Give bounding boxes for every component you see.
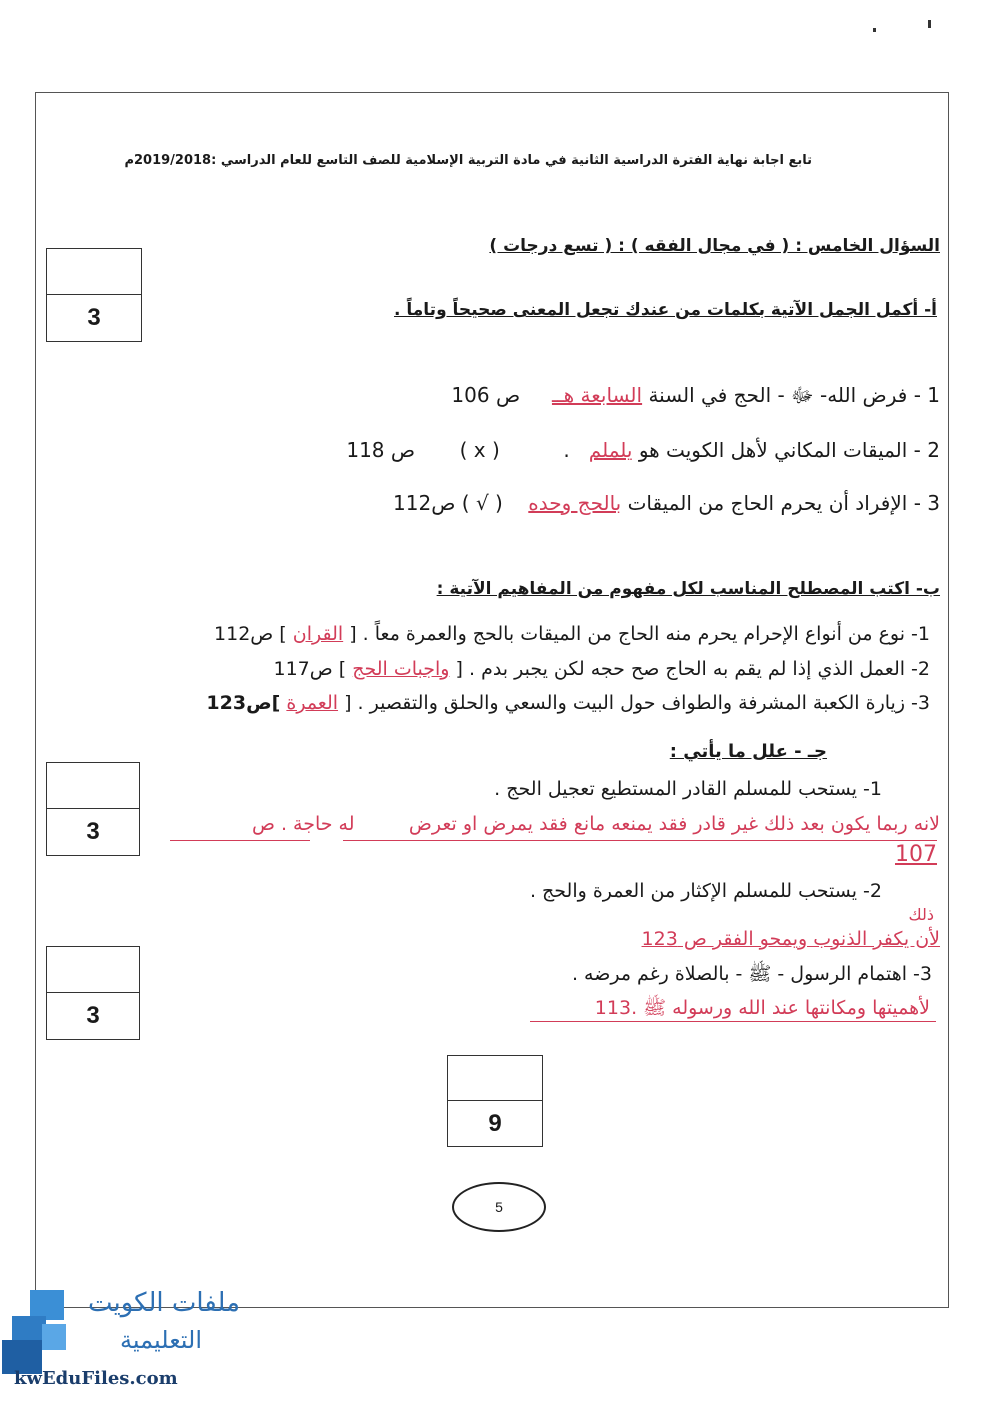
- scan-mark: [873, 28, 876, 32]
- watermark-subtitle: التعليمية: [120, 1326, 202, 1354]
- item-mark: ( √ ): [461, 491, 503, 515]
- page-number: 5: [495, 1199, 503, 1215]
- item-text: 1 - فرض الله- ﷻ - الحج في السنة: [648, 383, 940, 407]
- part-a-item-1: [451, 383, 940, 412]
- answer-underline: [170, 840, 310, 841]
- item-answer: بالحج وحده: [528, 491, 622, 515]
- part-c-answer-2: لأن يكفر الذنوب ويمحو الفقر ص 123: [641, 928, 940, 950]
- part-b-item-1: [214, 623, 930, 645]
- item-text: 2 - الميقات المكاني لأهل الكويت هو: [638, 438, 940, 462]
- score-value: 3: [86, 1002, 100, 1029]
- part-c-item-2: 2- يستحب للمسلم الإكثار من العمرة والحج .: [529, 880, 882, 902]
- item-answer: السابعة هــ: [551, 383, 643, 407]
- answer-underline: [530, 1021, 936, 1022]
- score-box-part-c: [46, 762, 140, 856]
- page-number-oval: [452, 1182, 546, 1232]
- part-b-item-3: [206, 692, 930, 714]
- item-dot: .: [563, 438, 570, 462]
- total-score-box: [447, 1055, 543, 1147]
- part-b-item-2: [273, 658, 930, 680]
- item-ref: ص 106: [451, 383, 521, 407]
- part-a-item-2: [346, 438, 940, 462]
- part-c-answer-1: [252, 813, 940, 835]
- item-ref: ] ص112: [214, 623, 287, 645]
- part-a-heading: أ- أكمل الجمل الآتية بكلمات من عندك تجعل المعنى صحيحاً وتاماً .: [394, 300, 937, 320]
- score-value: 3: [87, 304, 101, 331]
- item-text: 3 - الإفراد أن يحرم الحاج من الميقات: [627, 491, 940, 515]
- score-value: 3: [86, 818, 100, 845]
- score-box-part-c-2: [46, 946, 140, 1040]
- part-c-item-1: 1- يستحب للمسلم القادر المستطيع تعجيل الحج .: [494, 778, 882, 800]
- part-c-answer-1-ref: 107: [895, 842, 937, 867]
- item-answer: العمرة: [286, 692, 339, 714]
- item-ref: ]ص123: [206, 692, 281, 714]
- item-mark: ( x ): [459, 438, 500, 462]
- part-c-answer-3: لأهميتها ومكانتها عند الله ورسوله ﷺ .113: [594, 997, 930, 1019]
- answer-underline: [343, 840, 937, 841]
- answer-text: لانه ربما يكون بعد ذلك غير قادر فقد يمنعه مانع فقد يمرض او تعرض: [408, 813, 940, 835]
- logo-blocks-icon: [2, 1290, 78, 1380]
- scan-mark: [928, 20, 931, 28]
- part-b-heading: ب- اكتب المصطلح المناسب لكل مفهوم من المفاهيم الآتية :: [436, 579, 940, 599]
- watermark-title: ملفات الكويت: [87, 1288, 240, 1318]
- part-c-item-3: 3- اهتمام الرسول - ﷺ - بالصلاة رغم مرضه .: [571, 963, 932, 985]
- item-ref: ] ص117: [273, 658, 347, 680]
- watermark-url: kwEduFiles.com: [14, 1368, 178, 1389]
- item-answer: واجبات الحج: [352, 658, 450, 680]
- item-answer: يلملم: [588, 438, 633, 462]
- answer-text-end: له حاجة . ص: [251, 813, 355, 835]
- item-text: 3- زيارة الكعبة المشرفة والطواف حول البيت والسعي والحلق والتقصير . [: [344, 692, 930, 714]
- part-c-heading: جـ - علل ما يأتي :: [669, 741, 827, 762]
- score-box-part-a: [46, 248, 142, 342]
- watermark-logo: [0, 1282, 250, 1397]
- item-text: 1- نوع من أنواع الإحرام يحرم منه الحاج من الميقات بالحج والعمرة معاً . [: [349, 623, 930, 645]
- part-c-answer-2-note: ذلك: [908, 905, 934, 924]
- item-ref: ص112: [393, 491, 456, 515]
- question-title: السؤال الخامس : ( في مجال الفقه ) : ( تسع درجات ): [489, 236, 940, 256]
- header-title: تابع اجابة نهاية الفترة الدراسية الثانية في مادة التربية الإسلامية للصف التاسع للعام الدراسي :2019/2018م: [124, 153, 812, 168]
- item-answer: القران: [292, 623, 344, 645]
- item-text: 2- العمل الذي إذا لم يقم به الحاج صح حجه لكن يجبر بدم . [: [455, 658, 930, 680]
- part-a-item-3: [393, 491, 940, 515]
- item-ref: 118 ص: [346, 438, 416, 462]
- total-score-value: 9: [488, 1109, 502, 1137]
